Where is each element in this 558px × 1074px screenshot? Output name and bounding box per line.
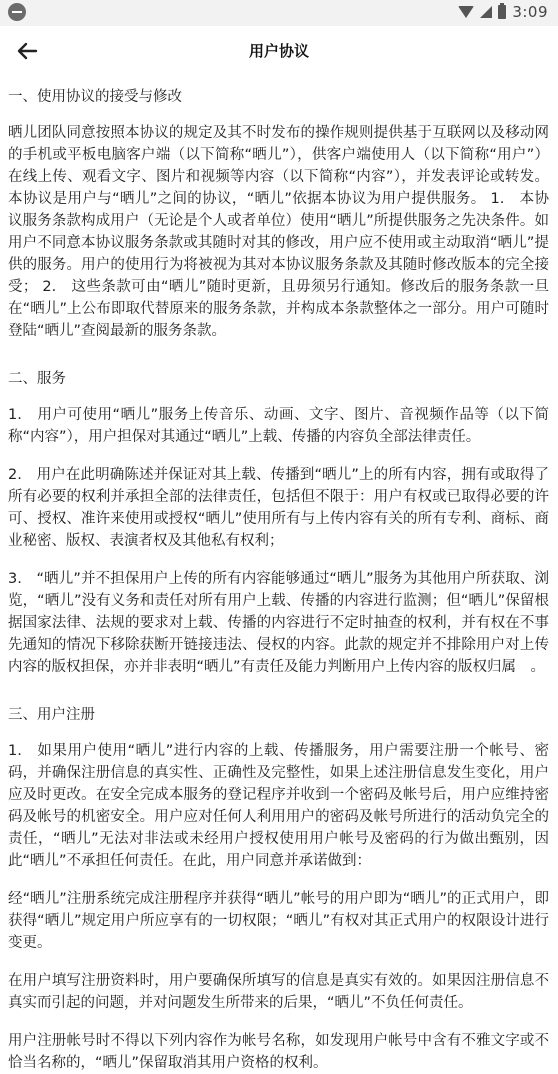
section-3-paragraph-3: 在用户填写注册资料时，用户要确保所填写的信息是真实有效的。如果因注册信息不真实而引起的问题，并对问题发生所带来的后果，“晒儿”不负任何责任。 [8, 973, 549, 1011]
section-3-paragraph-2: 经“晒儿”注册系统完成注册程序并获得“晒儿”帐号的用户即为“晒儿”的正式用户，即获得“晒儿”规定用户所应享有的一切权限；“晒儿”有权对其正式用户的权限设计进行变更。 [8, 891, 549, 951]
wifi-icon [458, 6, 474, 18]
section-2-title: 二、服务 [8, 371, 66, 387]
page-title: 用户协议 [248, 42, 309, 60]
status-time: 3:09 [512, 3, 548, 21]
status-bar [0, 0, 558, 26]
section-3-title: 三、用户注册 [8, 707, 95, 723]
section-2-paragraph-3: 3. “晒儿”并不担保用户上传的所有内容能够通过“晒儿”服务为其他用户所获取、浏览，“晒儿”没有义务和责任对所有用户上载、传播的内容进行监测；但“晒儿”保留根据国家法律、法规的要求对上载、传播的内容进行不定时抽查的权利，并有权在不事先通知的情况下移除获断开链接违法、侵权的内容。此款的规定并不排除用户对上传内容的版权担保，亦并非表明“晒儿”有责任及能力判断用户上传内容的版权归属 。 [8, 571, 549, 675]
agreement-content[interactable] [8, 76, 549, 1071]
section-3-paragraph-1: 1. 如果用户使用“晒儿”进行内容的上载、传播服务，用户需要注册一个帐号、密码，并确保注册信息的真实性、正确性及完整性，如果上述注册信息发生变化，用户应及时更改。在安全完成本服务的登记程序并收到一个密码及帐号后，用户应维持密码及帐号的机密安全。用户应对任何人利用用户的密码及帐号所进行的活动负完全的责任，“晒儿”无法对非法或未经用户授权使用用户帐号及密码的行为做出甄别，因此“晒儿”不承担任何责任。在此，用户同意并承诺做到： [8, 743, 549, 869]
section-2-paragraph-1: 1. 用户可使用“晒儿”服务上传音乐、动画、文字、图片、音视频作品等（以下简称“内容”），用户担保对其通过“晒儿”上载、传播的内容负全部法律责任。 [8, 407, 549, 445]
section-3-paragraph-4: 用户注册帐号时不得以下列内容作为帐号名称，如发现用户帐号中含有不雅文字或不恰当名称的，“晒儿”保留取消其用户资格的权利。 [8, 1033, 549, 1071]
status-icons [458, 3, 548, 21]
section-1-title: 一、使用协议的接受与修改 [8, 89, 182, 105]
signal-icon [480, 6, 492, 18]
battery-icon [498, 5, 506, 19]
section-1-paragraph: 晒儿团队同意按照本协议的规定及其不时发布的操作规则提供基于互联网以及移动网的手机或平板电脑客户端（以下简称“晒儿”），供客户端使用人（以下简称“用户”）在线上传、观看文字、图片和视频等内容（以下简称“内容”），并发表评论或转发。 本协议是用户与“晒儿”之间的协议，“晒儿”依据本协议为用户提供服务。 1. 本协议服务条款构成用户（无论是个人或者单位）使用“晒儿”所提供服务之先决条件。如用户不同意本协议服务条款或其随时对其的修改，用户应不使用或主动取消“晒儿”提供的服务。用户的使用行为将被视为其对本协议服务条款及其随时修改版本的完全接受； 2. 这些条款可由“晒儿”随时更新，且毋须另行通知。修改后的服务条款一旦在“晒儿”上公布即取代替原来的服务条款，并构成本条款整体之一部分。用户可随时登陆“晒儿”查阅最新的服务条款。 [8, 125, 549, 339]
section-2-paragraph-2: 2. 用户在此明确陈述并保证对其上载、传播到“晒儿”上的所有内容，拥有或取得了所有必要的权利并承担全部的法律责任，包括但不限于：用户有权或已取得必要的许可、授权、准许来使用或授权“晒儿”使用所有与上传内容有关的所有专利、商标、商业秘密、版权、表演者权及其他私有权利； [8, 467, 549, 549]
notification-icon [8, 3, 26, 21]
app-bar [0, 26, 558, 76]
